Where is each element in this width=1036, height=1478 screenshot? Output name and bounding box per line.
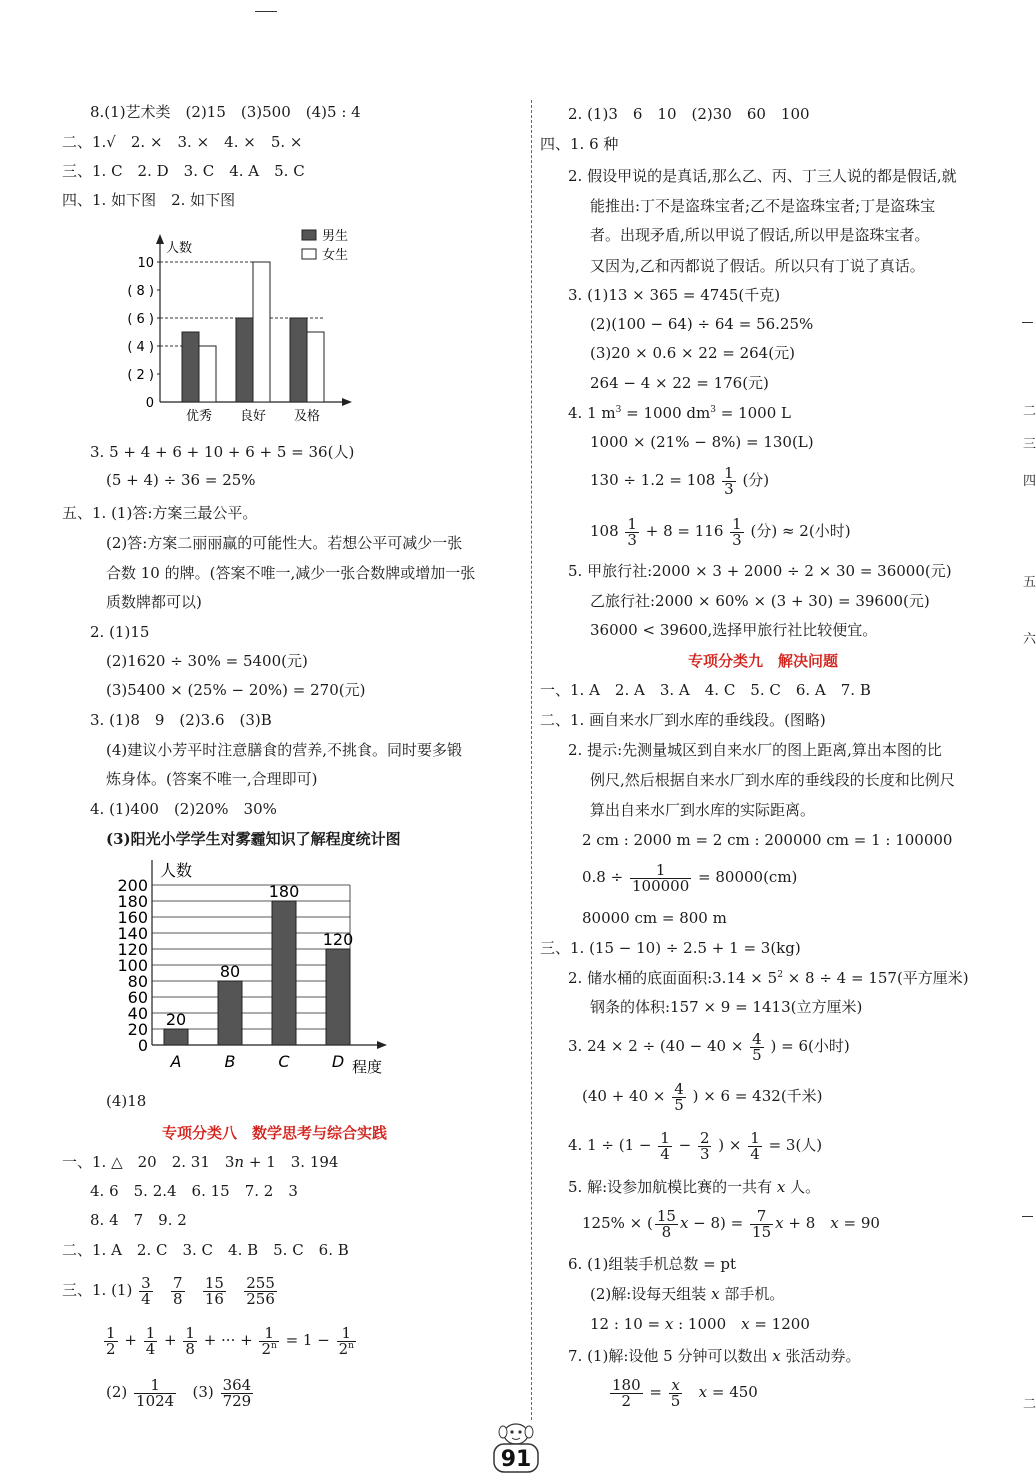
x-axis-arrow	[342, 398, 352, 406]
legend-swatch-boys	[302, 230, 316, 240]
answer-line: 4. 1 $m^3 = 1000$ $dm^3 = 1000$ L	[568, 404, 791, 422]
fraction: $\frac{3}{4}$	[141, 1273, 151, 1308]
answer-line: (2)解:设每天组装 x 部手机。	[590, 1285, 785, 1303]
bar-boys	[290, 318, 307, 402]
bar	[218, 981, 242, 1045]
answer-line: 钢条的体积:157 × 9 = 1413(立方厘米)	[590, 998, 863, 1016]
answer-line: (5 + 4) ÷ 36 = 25%	[106, 471, 256, 489]
answer-line: 三、1. C 2. D 3. C 4. A 5. C	[62, 162, 305, 180]
fraction: $\frac{1}{2^n}$	[338, 1323, 354, 1358]
answer-line: 7. (1)解:设他 5 分钟可以数出 x 张活动券。	[568, 1347, 861, 1365]
top-rule	[255, 11, 277, 12]
bar	[272, 901, 296, 1045]
x-category-label: B	[224, 1052, 236, 1071]
answer-line: 130 ÷ 1.2 = 108 $\frac{1}{3}$ (分)	[590, 463, 770, 498]
fraction: $\frac{255}{256}$	[246, 1273, 275, 1308]
edge-mark: 二	[1023, 404, 1036, 419]
answer-line: 二、1. A 2. C 3. C 4. B 5. C 6. B	[62, 1241, 349, 1259]
answer-line: $\frac{1}{2}$ + $\frac{1}{4}$ + $\frac{1}{8}$ + ··· + $\frac{1}{2^n}$ = 1 − $\frac{1}{2^n}$	[106, 1323, 354, 1358]
answer-line: 2. 储水桶的底面面积:3.14 × $5^2 \times 8 \div 4 = 157$(平方厘米)	[568, 969, 969, 987]
fraction: $\frac{1}{3}$	[724, 463, 734, 498]
x-axis-label: 程度	[352, 1058, 383, 1076]
answer-line: (4)18	[106, 1092, 147, 1110]
column-divider	[531, 100, 532, 1420]
answer-line: 2. (1)3 6 10 (2)30 60 100	[568, 105, 810, 123]
answer-line: 四、1. 如下图 2. 如下图	[62, 191, 236, 209]
bar-girls	[253, 262, 270, 402]
answer-line: 一、1. A 2. A 3. A 4. C 5. C 6. A 7. B	[540, 681, 871, 699]
y-tick-label: ( 6 )	[127, 312, 154, 327]
y-tick-label: 120	[117, 940, 148, 959]
y-tick-label: 180	[117, 892, 148, 911]
y-tick-label: 200	[117, 876, 148, 895]
section-heading: 专项分类九 解决问题	[688, 652, 839, 670]
answer-line: 108 $\frac{1}{3}$ + 8 = 116 $\frac{1}{3}$ (分) ≈ 2(小时)	[590, 514, 851, 549]
answer-line: 3. (1)13 × 365 = 4745(千克)	[568, 286, 781, 304]
bar-girls	[199, 346, 216, 402]
y-tick-label: 40	[127, 1004, 148, 1023]
legend-label-boys: 男生	[322, 229, 349, 244]
y-tick-label: 10	[137, 256, 154, 271]
fraction: $\frac{4}{5}$	[674, 1079, 684, 1114]
bar-girls	[307, 332, 324, 402]
answer-line: 2 cm : 2000 m = 2 cm : 200000 cm = 1 : 100000	[582, 831, 953, 849]
answer-line: 炼身体。(答案不唯一,合理即可)	[106, 770, 318, 788]
edge-mark	[1022, 322, 1033, 323]
answer-line: 8.(1)艺术类 (2)15 (3)500 (4)5 : 4	[90, 103, 361, 121]
edge-mark	[1022, 1216, 1033, 1217]
x-axis-arrow	[377, 1041, 387, 1049]
answer-line: 80000 cm = 800 m	[582, 909, 727, 927]
answer-line: 合数 10 的牌。(答案不唯一,减少一张合数牌或增加一张	[106, 564, 476, 582]
answer-line: 三、1. (1) $\frac{3}{4}$ $\frac{7}{8}$ $\frac{15}{16}$ $\frac{255}{256}$	[62, 1273, 275, 1308]
x-category-label: 良好	[239, 409, 267, 424]
answer-line: 6. (1)组装手机总数 = pt	[568, 1255, 737, 1273]
bar-boys	[236, 318, 253, 402]
answer-line: 4. (1)400 (2)20% 30%	[90, 800, 277, 818]
answer-line: 125% × ( $\frac{15}{8}$ x − 8) = $\frac{7}{15}$ x + 8 x = 90	[582, 1206, 880, 1241]
answer-line: (2) $\frac{1}{1024}$ (3) $\frac{364}{729}$	[106, 1375, 252, 1410]
fraction: $\frac{1}{2^n}$	[261, 1323, 277, 1358]
legend-swatch-girls	[302, 249, 316, 259]
answer-line: 二、1.√ 2. × 3. × 4. × 5. ×	[62, 133, 303, 151]
answer-line: 3. 24 × 2 ÷ (40 − 40 × $\frac{4}{5}$ ) = 6(小时)	[568, 1029, 850, 1064]
x-category-label: 及格	[293, 409, 321, 424]
answer-line: 四、1. 6 种	[540, 135, 619, 153]
answer-line: (40 + 40 × $\frac{4}{5}$ ) × 6 = 432(千米)	[582, 1079, 823, 1114]
y-tick-label: ( 2 )	[127, 368, 154, 383]
chart-haze-knowledge	[100, 852, 400, 1087]
answer-line: 三、1. (15 − 10) ÷ 2.5 + 1 = 3(kg)	[540, 939, 801, 957]
fraction: $\frac{1}{3}$	[732, 514, 742, 549]
answer-line: 质数牌都可以)	[106, 593, 202, 611]
answer-line: 者。出现矛盾,所以甲说了假话,所以甲是盗珠宝者。	[590, 226, 930, 244]
answer-line: 5. 甲旅行社:2000 × 3 + 2000 ÷ 2 × 30 = 36000(元)	[568, 562, 952, 580]
bar-boys	[182, 332, 199, 402]
y-tick-label: 0	[137, 1036, 148, 1055]
fraction: $\frac{x}{5}$	[670, 1375, 681, 1410]
data-label: 80	[219, 962, 241, 981]
edge-mark: 六	[1023, 632, 1036, 647]
answer-line: 例尺,然后根据自来水厂到水库的垂线段的长度和比例尺	[590, 771, 955, 789]
x-category-label: D	[331, 1052, 345, 1071]
answer-line: (3)20 × 0.6 × 22 = 264(元)	[590, 344, 795, 362]
answer-line: 2. 提示:先测量城区到自来水厂的图上距离,算出本图的比	[568, 741, 942, 759]
answer-line: 12 : 10 = x : 1000 x = 1200	[590, 1315, 810, 1333]
y-tick-label: 0	[145, 396, 154, 411]
answer-line: 算出自来水厂到水库的实际距离。	[590, 801, 816, 819]
answer-line: 一、1. △ 20 2. 31 3n + 1 3. 194	[62, 1153, 339, 1171]
answer-line: (2)1620 ÷ 30% = 5400(元)	[106, 652, 308, 670]
mascot-ear-icon	[499, 1426, 507, 1438]
answer-line: 3. (1)8 9 (2)3.6 (3)B	[90, 711, 272, 729]
y-tick-label: 100	[117, 956, 148, 975]
answer-line: 能推出:丁不是盗珠宝者;乙不是盗珠宝者;丁是盗珠宝	[590, 197, 936, 215]
answer-line: 0.8 ÷ $\frac{1}{100000}$ = 80000(cm)	[582, 860, 798, 895]
answer-line: (2)(100 − 64) ÷ 64 = 56.25%	[590, 315, 814, 333]
y-axis-arrow	[156, 234, 164, 244]
answer-line: 8. 4 7 9. 2	[90, 1211, 187, 1229]
answer-line: 3. 5 + 4 + 6 + 10 + 6 + 5 = 36(人)	[90, 443, 355, 461]
y-axis-label: 人数	[160, 861, 193, 880]
fraction: $\frac{1}{4}$	[750, 1128, 760, 1163]
answer-line: 4. 6 5. 2.4 6. 15 7. 2 3	[90, 1182, 298, 1200]
data-label: 180	[268, 882, 300, 901]
answer-line: (3)5400 × (25% − 20%) = 270(元)	[106, 681, 366, 699]
fraction: $\frac{7}{8}$	[172, 1273, 183, 1308]
bar	[326, 949, 350, 1045]
mascot-head-icon	[504, 1424, 528, 1444]
x-category-label: C	[278, 1052, 290, 1071]
answer-line: 1000 × (21% − 8%) = 130(L)	[590, 433, 814, 451]
fraction: $\frac{1}{100000}$	[631, 860, 690, 895]
x-category-label: 优秀	[185, 409, 213, 424]
answer-line: (2)答:方案二丽丽赢的可能性大。若想公平可减少一张	[106, 534, 463, 552]
data-label: 20	[165, 1010, 187, 1029]
fraction: $\frac{7}{15}$	[752, 1206, 772, 1241]
edge-mark: 五	[1023, 575, 1036, 590]
answer-line: 4. 1 ÷ (1 − $\frac{1}{4}$ − $\frac{2}{3}$ ) × $\frac{1}{4}$ = 3(人)	[568, 1128, 823, 1163]
fraction: $\frac{180}{2}$	[612, 1375, 641, 1410]
legend-label-girls: 女生	[322, 248, 349, 263]
fraction: $\frac{2}{3}$	[699, 1128, 710, 1163]
y-tick-label: 60	[127, 988, 148, 1007]
answer-line: 36000 < 39600,选择甲旅行社比较便宜。	[590, 621, 878, 639]
y-tick-label: 140	[117, 924, 148, 943]
fraction: $\frac{15}{8}$	[656, 1206, 676, 1241]
fraction: $\frac{4}{5}$	[752, 1029, 762, 1064]
y-tick-label: 20	[127, 1020, 148, 1039]
edge-mark: 二	[1023, 1397, 1036, 1412]
chart-caption: (3)阳光小学学生对雾霾知识了解程度统计图	[106, 830, 401, 848]
page-number-badge	[486, 1418, 546, 1474]
mascot-eye-icon	[518, 1430, 521, 1433]
answer-line: 264 − 4 × 22 = 176(元)	[590, 374, 769, 392]
answer-line: 乙旅行社:2000 × 60% × (3 + 30) = 39600(元)	[590, 592, 930, 610]
mascot-ear-icon	[525, 1426, 533, 1438]
x-category-label: A	[170, 1052, 182, 1071]
fraction: $\frac{1}{3}$	[627, 514, 637, 549]
section-heading: 专项分类八 数学思考与综合实践	[162, 1124, 388, 1142]
fraction: $\frac{1}{1024}$	[136, 1375, 175, 1410]
mascot-eye-icon	[510, 1430, 513, 1433]
fraction: $\frac{1}{2}$	[106, 1323, 116, 1358]
fraction: $\frac{15}{16}$	[204, 1273, 224, 1308]
answer-line: $\frac{180}{2}$ = $\frac{x}{5}$ x = 450	[612, 1375, 758, 1410]
y-axis-label: 人数	[166, 241, 193, 256]
fraction: $\frac{1}{4}$	[145, 1323, 156, 1358]
answer-line: 五、1. (1)答:方案三最公平。	[62, 504, 258, 522]
y-tick-label: ( 4 )	[127, 340, 154, 355]
fraction: $\frac{1}{8}$	[185, 1323, 195, 1358]
answer-line: 2. (1)15	[90, 623, 150, 641]
answer-line: (4)建议小芳平时注意膳食的营养,不挑食。同时要多锻	[106, 741, 463, 759]
data-label: 120	[322, 930, 354, 949]
fraction: $\frac{1}{4}$	[660, 1128, 670, 1163]
y-tick-label: ( 8 )	[127, 284, 154, 299]
page-number: 91	[500, 1447, 532, 1472]
edge-mark: 三	[1023, 437, 1036, 452]
answer-line: 又因为,乙和丙都说了假话。所以只有丁说了真话。	[590, 257, 925, 275]
answer-line: 5. 解:设参加航模比赛的一共有 x 人。	[568, 1178, 821, 1196]
chart-boys-girls	[100, 222, 370, 432]
answer-line: 2. 假设甲说的是真话,那么乙、丙、丁三人说的都是假话,就	[568, 167, 957, 185]
y-tick-label: 160	[117, 908, 148, 927]
bar	[164, 1029, 188, 1045]
answer-line: 二、1. 画自来水厂到水库的垂线段。(图略)	[540, 711, 826, 729]
fraction: $\frac{364}{729}$	[222, 1375, 252, 1410]
edge-mark: 四	[1023, 474, 1036, 489]
y-tick-label: 80	[127, 972, 148, 991]
